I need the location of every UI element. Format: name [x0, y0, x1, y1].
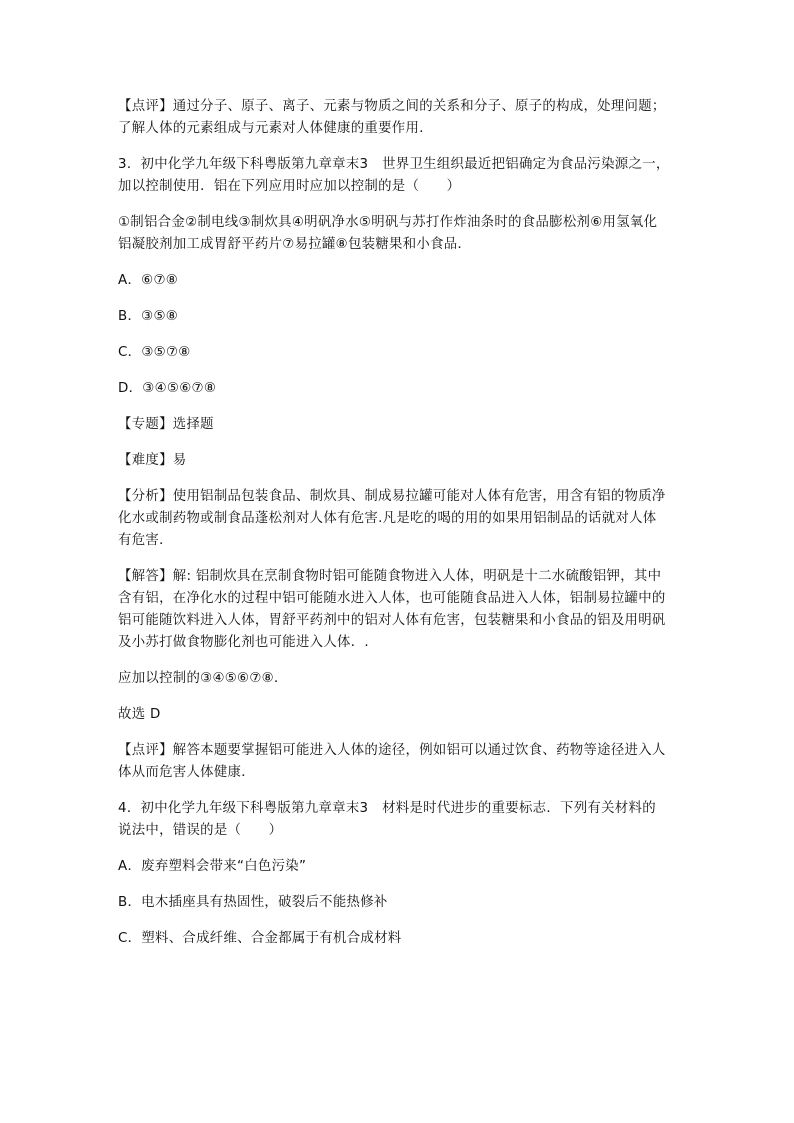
solution-conclusion: 应加以控制的③④⑤⑥⑦⑧． — [118, 671, 288, 686]
analysis-paragraph: 【分析】使用铝制品包装食品、制炊具、制成易拉罐可能对人体有危害，用含有铝的物质净 化水或制药物或制食品蓬松剂对人体有危害.凡是吃的喝的用的如果用铝制品的话就对人体 有危害． — [118, 489, 666, 548]
option-c: C．③⑤⑦⑧ — [118, 345, 191, 360]
option-a: A．⑥⑦⑧ — [118, 273, 179, 288]
answer-choice: 故选 D — [118, 707, 161, 722]
topic-label: 【专题】选择题 — [118, 417, 214, 432]
question-3-stem: 3．初中化学九年级下科粤版第九章章末3 世界卫生组织最近把铝确定为食品污染源之一， 加以控制使用．铝在下列应用时应加以控制的是（ ） — [118, 157, 670, 194]
option-b: B．③⑤⑧ — [118, 309, 179, 324]
question-3-items: ①制铝合金②制电线③制炊具④明矾净水⑤明矾与苏打作炸油条时的食品膨松剂⑥用氢氧化 铝凝胶剂加工成胃舒平药片⑦易拉罐⑧包装糖果和小食品． — [118, 215, 658, 252]
q4-option-b: B．电木插座具有热固性，破裂后不能热修补 — [118, 895, 388, 910]
difficulty-label: 【难度】易 — [118, 453, 187, 468]
option-d: D．③④⑤⑥⑦⑧ — [118, 381, 217, 396]
question-4-stem: 4．初中化学九年级下科粤版第九章章末3 材料是时代进步的重要标志．下列有关材料的 说法中，错误的是（ ） — [118, 801, 656, 838]
comment-paragraph-1: 【点评】通过分子、原子、离子、元素与物质之间的关系和分子、原子的构成，处理问题； 了解人体的元素组成与元素对人体健康的重要作用． — [118, 99, 666, 136]
q4-option-c: C．塑料、合成纤维、合金都属于有机合成材料 — [118, 931, 402, 946]
comment-paragraph-2: 【点评】解答本题要掌握铝可能进入人体的途径，例如铝可以通过饮食、药物等途径进入人 体从而危害人体健康． — [118, 743, 666, 780]
solution-paragraph: 【解答】解: 铝制炊具在烹制食物时铝可能随食物进入人体，明矾是十二水硫酸铝钾，其中 含有铝，在净化水的过程中铝可能随水进入人体，也可能随食品进入人体，铝制易拉罐中的 铝可能随饮料进入人体，胃舒平药剂中的铝对人体有危害，包装糖果和小食品的铝及用明矾 及小苏打做食物膨化剂也可能进入人体．. — [118, 569, 666, 650]
q4-option-a: A．废弃塑料会带来“白色污染” — [118, 859, 307, 874]
document-page — [118, 96, 682, 950]
